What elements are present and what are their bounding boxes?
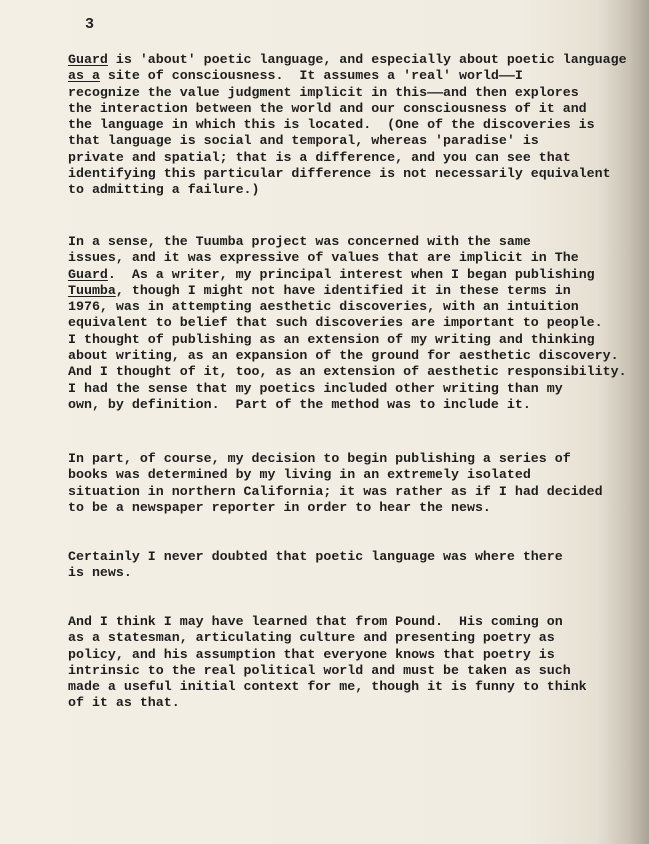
text-line: situation in northern California; it was rather as if I had decided	[68, 483, 603, 499]
paragraph-pound	[68, 614, 636, 712]
text-line: issues, and it was expressive of values that are implicit in The	[68, 250, 579, 266]
text-line: Guard. As a writer, my principal interest when I began publishing	[68, 266, 595, 282]
text-line: I had the sense that my poetics included other writing than my	[68, 380, 563, 396]
text-line: Guard is 'about' poetic language, and especially about poetic language	[68, 52, 627, 67]
text-line: as a site of consciousness. It assumes a 'real' world——I	[68, 68, 523, 84]
text-line: equivalent to belief that such discoveries are important to people.	[68, 315, 603, 331]
text-line: In a sense, the Tuumba project was concerned with the same	[68, 234, 531, 249]
text-line: that language is social and temporal, whereas 'paradise' is	[68, 133, 539, 149]
text-line: And I think I may have learned that from Pound. His coming on	[68, 614, 563, 629]
text-line: Certainly I never doubted that poetic language was where there	[68, 549, 563, 564]
text-line: Tuumba, though I might not have identified it in these terms in	[68, 282, 571, 298]
text-line: intrinsic to the real political world and must be taken as such	[68, 662, 571, 678]
text-line: recognize the value judgment implicit in this——and then explores	[68, 84, 579, 100]
text-line: private and spatial; that is a difference, and you can see that	[68, 149, 571, 165]
page-number: 3	[85, 16, 95, 33]
text-line: identifying this particular difference is not necessarily equivalent	[68, 166, 611, 182]
text-line: of it as that.	[68, 695, 180, 711]
text-line: policy, and his assumption that everyone knows that poetry is	[68, 646, 555, 662]
paragraph-guard	[68, 52, 636, 199]
text-line: to admitting a failure.)	[68, 182, 260, 198]
text-line: In part, of course, my decision to begin publishing a series of	[68, 451, 571, 466]
text-line: books was determined by my living in an extremely isolated	[68, 467, 531, 483]
text-line: about writing, as an expansion of the ground for aesthetic discovery.	[68, 348, 619, 364]
paragraph-tuumba	[68, 234, 636, 413]
text-line: is news.	[68, 565, 132, 581]
text-line: the language in which this is located. (One of the discoveries is	[68, 117, 595, 133]
paragraph-publishing	[68, 451, 636, 516]
text-line: own, by definition. Part of the method was to include it.	[68, 396, 531, 412]
paragraph-news	[68, 549, 636, 582]
text-line: the interaction between the world and our consciousness of it and	[68, 100, 587, 116]
text-line: as a statesman, articulating culture and presenting poetry as	[68, 630, 555, 646]
text-line: made a useful initial context for me, though it is funny to think	[68, 679, 587, 695]
text-line: 1976, was in attempting aesthetic discoveries, with an intuition	[68, 299, 579, 315]
text-line: And I thought of it, too, as an extension of aesthetic responsibility.	[68, 364, 627, 380]
text-line: I thought of publishing as an extension of my writing and thinking	[68, 331, 595, 347]
text-line: to be a newspaper reporter in order to hear the news.	[68, 499, 491, 515]
